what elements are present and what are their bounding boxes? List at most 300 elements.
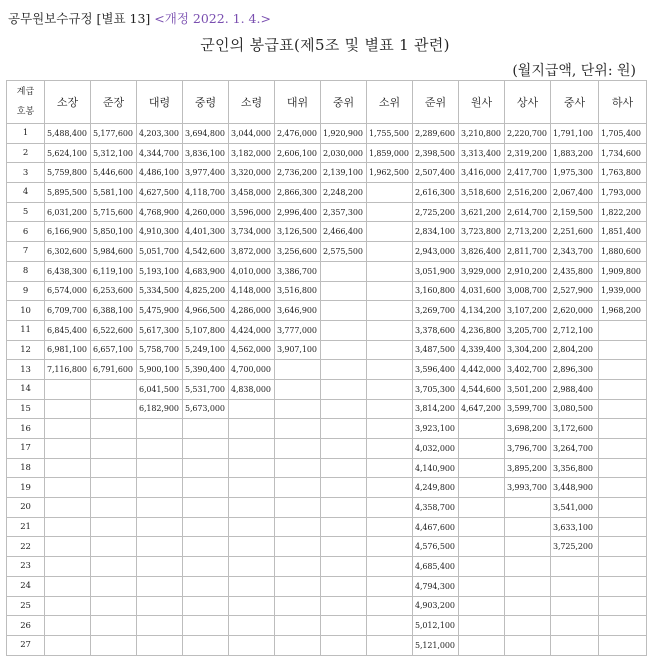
pay-cell: 6,119,100 <box>91 261 137 281</box>
pay-cell <box>459 537 505 557</box>
pay-cell: 3,633,100 <box>551 517 599 537</box>
pay-cell: 4,794,300 <box>413 576 459 596</box>
pay-cell: 3,402,700 <box>505 360 551 380</box>
pay-cell <box>275 360 321 380</box>
pay-cell: 1,962,500 <box>367 163 413 183</box>
step-cell: 9 <box>7 281 45 301</box>
pay-cell: 2,725,200 <box>413 202 459 222</box>
step-cell: 15 <box>7 399 45 419</box>
pay-cell: 3,977,400 <box>183 163 229 183</box>
pay-cell <box>321 360 367 380</box>
pay-cell: 6,253,600 <box>91 281 137 301</box>
column-header: 대위 <box>275 81 321 124</box>
pay-cell <box>229 399 275 419</box>
pay-cell <box>137 596 183 616</box>
rank-header-label: 계급 <box>16 87 35 97</box>
pay-cell: 2,159,500 <box>551 202 599 222</box>
pay-cell: 4,236,800 <box>459 320 505 340</box>
pay-cell: 4,260,000 <box>183 202 229 222</box>
table-row <box>7 340 647 360</box>
pay-cell: 2,319,200 <box>505 143 551 163</box>
table-row <box>7 399 647 419</box>
step-cell: 22 <box>7 537 45 557</box>
pay-cell <box>91 517 137 537</box>
pay-cell: 6,031,200 <box>45 202 91 222</box>
pay-cell <box>367 478 413 498</box>
step-cell: 17 <box>7 439 45 459</box>
pay-cell <box>137 419 183 439</box>
table-row <box>7 261 647 281</box>
pay-cell: 7,116,800 <box>45 360 91 380</box>
column-header: 소위 <box>367 81 413 124</box>
pay-cell <box>367 202 413 222</box>
pay-cell <box>505 576 551 596</box>
pay-cell <box>459 635 505 655</box>
pay-cell <box>229 498 275 518</box>
pay-cell <box>137 498 183 518</box>
pay-cell: 2,067,400 <box>551 183 599 203</box>
pay-cell: 2,575,500 <box>321 242 367 262</box>
pay-cell: 5,446,600 <box>91 163 137 183</box>
pay-cell: 3,256,600 <box>275 242 321 262</box>
pay-cell: 3,725,200 <box>551 537 599 557</box>
pay-cell: 3,051,900 <box>413 261 459 281</box>
pay-cell <box>505 616 551 636</box>
pay-cell <box>183 478 229 498</box>
pay-cell: 3,458,000 <box>229 183 275 203</box>
pay-cell: 3,895,200 <box>505 458 551 478</box>
step-cell: 1 <box>7 124 45 144</box>
table-row <box>7 557 647 577</box>
step-cell: 11 <box>7 320 45 340</box>
pay-cell: 1,968,200 <box>599 301 647 321</box>
table-row <box>7 163 647 183</box>
pay-cell <box>183 616 229 636</box>
column-header: 소령 <box>229 81 275 124</box>
pay-cell <box>137 635 183 655</box>
pay-cell <box>505 596 551 616</box>
pay-cell: 6,438,300 <box>45 261 91 281</box>
pay-cell <box>91 596 137 616</box>
pay-cell <box>599 478 647 498</box>
pay-cell: 6,182,900 <box>137 399 183 419</box>
step-cell: 12 <box>7 340 45 360</box>
table-row <box>7 379 647 399</box>
step-cell: 24 <box>7 576 45 596</box>
pay-cell <box>551 557 599 577</box>
pay-cell: 3,386,700 <box>275 261 321 281</box>
pay-cell: 5,531,700 <box>183 379 229 399</box>
pay-cell: 5,334,500 <box>137 281 183 301</box>
pay-cell <box>183 537 229 557</box>
pay-cell <box>137 517 183 537</box>
step-cell: 5 <box>7 202 45 222</box>
pay-cell: 5,715,600 <box>91 202 137 222</box>
pay-cell <box>367 340 413 360</box>
pay-cell: 2,139,100 <box>321 163 367 183</box>
pay-cell <box>367 222 413 242</box>
pay-cell: 2,996,400 <box>275 202 321 222</box>
pay-cell <box>137 537 183 557</box>
pay-cell <box>183 576 229 596</box>
pay-cell: 1,939,000 <box>599 281 647 301</box>
pay-cell: 3,836,100 <box>183 143 229 163</box>
pay-cell <box>321 576 367 596</box>
table-row <box>7 498 647 518</box>
pay-cell <box>321 537 367 557</box>
pay-cell <box>367 379 413 399</box>
pay-cell <box>367 576 413 596</box>
pay-cell <box>599 557 647 577</box>
column-header: 준장 <box>91 81 137 124</box>
pay-cell <box>367 616 413 636</box>
pay-cell <box>229 439 275 459</box>
pay-cell: 5,121,000 <box>413 635 459 655</box>
table-body <box>7 124 647 656</box>
pay-cell: 2,620,000 <box>551 301 599 321</box>
pay-cell: 2,910,200 <box>505 261 551 281</box>
column-header: 중령 <box>183 81 229 124</box>
pay-cell: 4,683,900 <box>183 261 229 281</box>
pay-cell <box>551 596 599 616</box>
pay-cell <box>137 576 183 596</box>
pay-cell: 2,866,300 <box>275 183 321 203</box>
pay-cell: 1,705,400 <box>599 124 647 144</box>
pay-cell <box>91 498 137 518</box>
pay-cell: 4,401,300 <box>183 222 229 242</box>
column-header: 하사 <box>599 81 647 124</box>
pay-cell <box>137 478 183 498</box>
pay-cell <box>459 576 505 596</box>
pay-cell: 3,621,200 <box>459 202 505 222</box>
pay-cell <box>45 478 91 498</box>
amendment-date: <개정 2022. 1. 4.> <box>154 11 271 26</box>
pay-cell: 1,763,800 <box>599 163 647 183</box>
pay-cell <box>183 596 229 616</box>
pay-cell: 2,466,400 <box>321 222 367 242</box>
pay-cell: 3,044,000 <box>229 124 275 144</box>
pay-cell <box>45 379 91 399</box>
pay-cell: 4,486,100 <box>137 163 183 183</box>
pay-cell: 3,923,100 <box>413 419 459 439</box>
pay-cell <box>599 635 647 655</box>
pay-cell: 2,606,100 <box>275 143 321 163</box>
pay-cell: 4,966,500 <box>183 301 229 321</box>
pay-cell <box>367 399 413 419</box>
pay-cell: 5,475,900 <box>137 301 183 321</box>
pay-cell <box>505 537 551 557</box>
pay-cell <box>367 360 413 380</box>
pay-cell: 5,488,400 <box>45 124 91 144</box>
step-cell: 10 <box>7 301 45 321</box>
table-row <box>7 143 647 163</box>
pay-cell <box>183 498 229 518</box>
pay-cell: 6,791,600 <box>91 360 137 380</box>
pay-cell: 3,210,800 <box>459 124 505 144</box>
pay-cell: 3,356,800 <box>551 458 599 478</box>
pay-cell: 5,673,000 <box>183 399 229 419</box>
pay-cell <box>229 478 275 498</box>
pay-cell: 3,320,000 <box>229 163 275 183</box>
pay-cell: 6,166,900 <box>45 222 91 242</box>
pay-cell: 1,880,600 <box>599 242 647 262</box>
pay-cell <box>367 596 413 616</box>
pay-cell: 3,487,500 <box>413 340 459 360</box>
pay-cell: 4,544,600 <box>459 379 505 399</box>
pay-cell: 3,448,900 <box>551 478 599 498</box>
pay-cell <box>137 458 183 478</box>
pay-cell <box>321 320 367 340</box>
pay-cell: 2,251,600 <box>551 222 599 242</box>
step-cell: 25 <box>7 596 45 616</box>
pay-cell: 4,825,200 <box>183 281 229 301</box>
pay-cell <box>275 635 321 655</box>
pay-cell: 3,516,800 <box>275 281 321 301</box>
table-row <box>7 478 647 498</box>
column-header: 중사 <box>551 81 599 124</box>
pay-cell <box>275 576 321 596</box>
pay-cell: 3,518,600 <box>459 183 505 203</box>
pay-cell <box>599 498 647 518</box>
pay-table <box>6 80 647 656</box>
pay-cell <box>599 360 647 380</box>
pay-cell <box>321 340 367 360</box>
pay-cell: 2,030,000 <box>321 143 367 163</box>
pay-cell <box>551 576 599 596</box>
pay-cell <box>45 616 91 636</box>
pay-cell <box>229 537 275 557</box>
pay-cell: 4,203,300 <box>137 124 183 144</box>
pay-cell <box>229 557 275 577</box>
pay-cell <box>505 498 551 518</box>
pay-cell <box>321 399 367 419</box>
table-row <box>7 124 647 144</box>
pay-cell: 4,910,300 <box>137 222 183 242</box>
pay-cell: 4,148,000 <box>229 281 275 301</box>
pay-cell: 3,907,100 <box>275 340 321 360</box>
pay-cell <box>599 439 647 459</box>
pay-cell: 6,981,100 <box>45 340 91 360</box>
pay-cell: 2,289,600 <box>413 124 459 144</box>
table-row <box>7 458 647 478</box>
pay-cell: 3,796,700 <box>505 439 551 459</box>
pay-cell <box>321 301 367 321</box>
pay-cell: 3,107,200 <box>505 301 551 321</box>
pay-cell: 2,804,200 <box>551 340 599 360</box>
pay-cell: 5,193,100 <box>137 261 183 281</box>
pay-cell: 4,442,000 <box>459 360 505 380</box>
pay-cell <box>321 498 367 518</box>
pay-cell: 3,993,700 <box>505 478 551 498</box>
document-header <box>8 9 271 27</box>
pay-cell: 2,736,200 <box>275 163 321 183</box>
pay-cell <box>367 517 413 537</box>
pay-cell: 1,920,900 <box>321 124 367 144</box>
pay-cell: 2,527,900 <box>551 281 599 301</box>
pay-cell: 2,614,700 <box>505 202 551 222</box>
pay-cell <box>275 419 321 439</box>
pay-cell <box>505 517 551 537</box>
pay-cell: 4,010,000 <box>229 261 275 281</box>
pay-cell <box>275 498 321 518</box>
pay-cell: 5,758,700 <box>137 340 183 360</box>
pay-cell: 3,304,200 <box>505 340 551 360</box>
table-row <box>7 596 647 616</box>
table-row <box>7 242 647 262</box>
table-row <box>7 222 647 242</box>
pay-cell: 3,541,000 <box>551 498 599 518</box>
pay-cell: 2,943,000 <box>413 242 459 262</box>
pay-cell <box>91 616 137 636</box>
pay-cell <box>459 439 505 459</box>
column-header: 소장 <box>45 81 91 124</box>
pay-cell <box>321 439 367 459</box>
pay-cell <box>183 419 229 439</box>
pay-cell: 3,723,800 <box>459 222 505 242</box>
pay-cell: 4,424,000 <box>229 320 275 340</box>
pay-cell: 5,895,500 <box>45 183 91 203</box>
pay-cell <box>505 635 551 655</box>
pay-cell <box>599 596 647 616</box>
column-header: 중위 <box>321 81 367 124</box>
pay-cell: 5,177,600 <box>91 124 137 144</box>
pay-cell <box>459 557 505 577</box>
pay-cell <box>367 301 413 321</box>
pay-cell: 3,596,400 <box>413 360 459 380</box>
pay-cell: 3,501,200 <box>505 379 551 399</box>
pay-cell <box>367 419 413 439</box>
pay-cell <box>229 576 275 596</box>
pay-cell: 3,734,000 <box>229 222 275 242</box>
pay-cell <box>275 517 321 537</box>
pay-cell: 2,248,200 <box>321 183 367 203</box>
pay-cell <box>229 635 275 655</box>
pay-cell: 4,685,400 <box>413 557 459 577</box>
pay-cell <box>599 379 647 399</box>
table-header-row <box>7 81 647 124</box>
pay-cell <box>137 616 183 636</box>
pay-cell <box>45 537 91 557</box>
step-cell: 16 <box>7 419 45 439</box>
pay-cell <box>183 517 229 537</box>
pay-cell: 2,712,100 <box>551 320 599 340</box>
pay-cell: 4,134,200 <box>459 301 505 321</box>
pay-cell: 4,118,700 <box>183 183 229 203</box>
pay-cell <box>45 498 91 518</box>
pay-cell <box>275 537 321 557</box>
pay-cell: 4,700,000 <box>229 360 275 380</box>
pay-cell: 6,657,100 <box>91 340 137 360</box>
pay-cell: 5,624,100 <box>45 143 91 163</box>
pay-cell: 6,041,500 <box>137 379 183 399</box>
pay-cell <box>45 439 91 459</box>
step-cell: 13 <box>7 360 45 380</box>
pay-cell: 2,988,400 <box>551 379 599 399</box>
pay-cell <box>321 596 367 616</box>
pay-cell <box>45 399 91 419</box>
pay-cell: 3,705,300 <box>413 379 459 399</box>
pay-cell <box>183 635 229 655</box>
pay-cell: 5,249,100 <box>183 340 229 360</box>
pay-cell <box>91 478 137 498</box>
pay-cell <box>551 616 599 636</box>
pay-cell: 5,850,100 <box>91 222 137 242</box>
pay-cell: 4,467,600 <box>413 517 459 537</box>
pay-cell: 6,522,600 <box>91 320 137 340</box>
pay-cell: 1,909,800 <box>599 261 647 281</box>
pay-cell <box>459 458 505 478</box>
pay-cell <box>599 537 647 557</box>
pay-cell <box>45 419 91 439</box>
pay-cell: 4,031,600 <box>459 281 505 301</box>
pay-cell <box>275 616 321 636</box>
pay-cell: 4,903,200 <box>413 596 459 616</box>
pay-cell: 3,080,500 <box>551 399 599 419</box>
pay-cell: 4,344,700 <box>137 143 183 163</box>
table-row <box>7 301 647 321</box>
pay-cell: 3,264,700 <box>551 439 599 459</box>
pay-cell: 5,984,600 <box>91 242 137 262</box>
pay-cell: 2,834,100 <box>413 222 459 242</box>
pay-cell <box>367 183 413 203</box>
step-cell: 20 <box>7 498 45 518</box>
pay-cell <box>229 616 275 636</box>
pay-cell: 3,814,200 <box>413 399 459 419</box>
pay-cell <box>321 635 367 655</box>
pay-cell <box>229 458 275 478</box>
pay-cell <box>275 557 321 577</box>
pay-cell: 3,826,400 <box>459 242 505 262</box>
pay-cell: 3,694,800 <box>183 124 229 144</box>
pay-cell: 1,734,600 <box>599 143 647 163</box>
pay-cell <box>91 537 137 557</box>
pay-cell <box>91 419 137 439</box>
pay-cell: 5,107,800 <box>183 320 229 340</box>
pay-cell <box>599 576 647 596</box>
pay-cell <box>459 478 505 498</box>
pay-cell: 3,313,400 <box>459 143 505 163</box>
pay-cell <box>229 517 275 537</box>
pay-cell <box>367 439 413 459</box>
pay-cell <box>599 399 647 419</box>
pay-cell: 3,126,500 <box>275 222 321 242</box>
pay-cell <box>91 635 137 655</box>
pay-cell <box>45 557 91 577</box>
pay-cell <box>459 616 505 636</box>
pay-cell: 2,476,000 <box>275 124 321 144</box>
pay-cell: 3,008,700 <box>505 281 551 301</box>
step-cell: 18 <box>7 458 45 478</box>
pay-cell <box>367 498 413 518</box>
pay-cell <box>321 557 367 577</box>
pay-cell <box>91 557 137 577</box>
pay-cell: 4,249,800 <box>413 478 459 498</box>
pay-cell: 1,851,400 <box>599 222 647 242</box>
table-row <box>7 537 647 557</box>
pay-cell: 3,160,800 <box>413 281 459 301</box>
pay-cell <box>599 458 647 478</box>
pay-cell: 5,051,700 <box>137 242 183 262</box>
pay-cell: 3,416,000 <box>459 163 505 183</box>
pay-cell: 3,182,000 <box>229 143 275 163</box>
pay-cell: 3,269,700 <box>413 301 459 321</box>
pay-cell <box>275 439 321 459</box>
pay-cell <box>275 596 321 616</box>
pay-cell <box>599 517 647 537</box>
pay-cell: 1,822,200 <box>599 202 647 222</box>
pay-cell: 2,516,200 <box>505 183 551 203</box>
pay-cell <box>275 458 321 478</box>
